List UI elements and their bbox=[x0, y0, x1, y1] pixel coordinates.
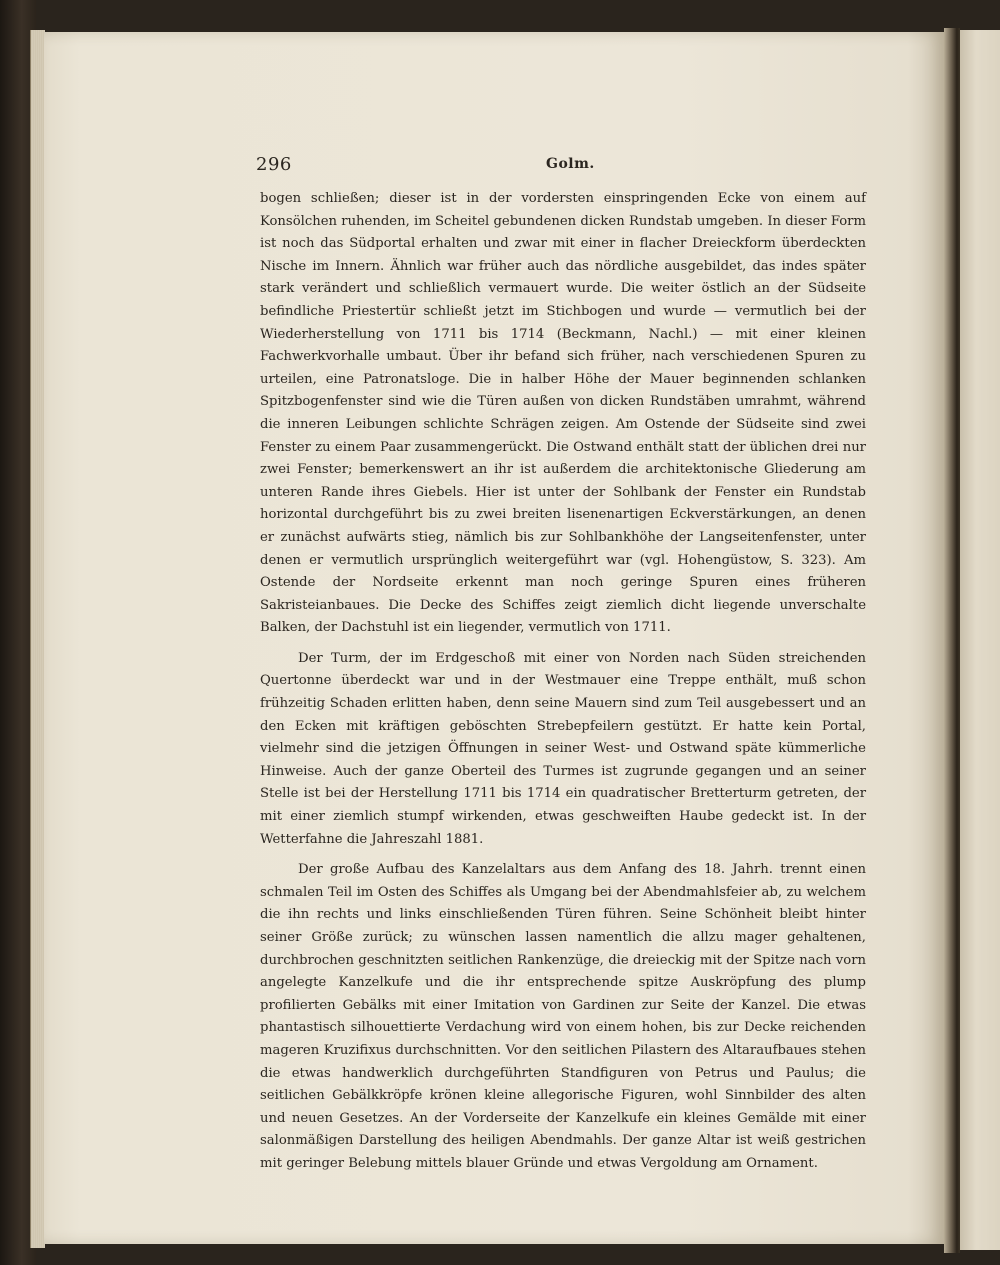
running-head bbox=[256, 150, 866, 180]
page-stack-edge bbox=[30, 30, 45, 1248]
page-number: 296 bbox=[256, 154, 292, 175]
paragraph: Der Turm, der im Erdgeschoß mit einer von Norden nach Süden streichenden Quertonne überdeckt war und in der Westmauer eine Treppe enthält, muß schon frühzeitig Schaden erlitten haben, denn seine Mauern sind zum Teil ausgebessert und an den Ecken mit kräftigen geböschten Strebepfeilern gestützt. Er hatte kein Portal, vielmehr sind die jetzigen Öffnungen in seiner West- und Ostwand späte kümmerliche Hinweise. Auch der ganze Oberteil des Turmes ist zugrunde gegangen und an seiner Stelle ist bei der Herstellung 1711 bis 1714 ein quadratischer Bretterturm getreten, der mit einer ziemlich stumpf wirkenden, etwas geschweiften Haube gedeckt ist. In der Wetterfahne die Jahreszahl 1881. bbox=[260, 650, 866, 847]
body-text bbox=[260, 188, 866, 1176]
book-gutter bbox=[944, 28, 960, 1253]
paragraph: bogen schließen; dieser ist in der vordersten einspringenden Ecke von einem auf Konsölchen ruhenden, im Scheitel gebundenen dicken Rundstab umgeben. In dieser Form ist noch das Südportal erhalten und zwar mit einer in flacher Dreieckform überdeckten Nische im Innern. Ähnlich war früher auch das nördliche ausgebildet, das indes später stark verändert und schließlich vermauert wurde. Die weiter östlich an der Südseite befindliche Priestertür schließt jetzt im Stichbogen und wurde — vermutlich bei der Wiederherstellung von 1711 bis 1714 (Beckmann, Nachl.) — mit einer kleinen Fachwerkvorhalle umbaut. Über ihr befand sich früher, nach verschiedenen Spuren zu urteilen, eine Patronatsloge. Die in halber Höhe der Mauer beginnenden schlanken Spitzbogenfenster sind wie die Türen außen von dicken Rundstäben umrahmt, während die inneren Leibungen schlichte Schrägen zeigen. Am Ostende der Südseite sind zwei Fenster zu einem Paar zusammengerückt. Die Ostwand enthält statt der üblichen drei nur zwei Fenster; bemerkenswert an ihr ist außerdem die architektonische Gliederung am unteren Rande ihres Giebels. Hier ist unter der Sohlbank der Fenster ein Rundstab horizontal durchgeführt bis zu zwei breiten lisenenartigen Eckverstärkungen, an denen er zunächst aufwärts stieg, nämlich bis zur Sohlbankhöhe der Langseitenfenster, unter denen er vermutlich ursprünglich weitergeführt war (vgl. Hohengüstow, S. 323). Am Ostende der Nordseite erkennt man noch geringe Spuren eines früheren Sakristeianbaues. Die Decke des Schiffes zeigt ziemlich dicht liegende unverschalte Balken, der Dachstuhl ist ein liegender, vermutlich von 1711. bbox=[260, 191, 866, 636]
page-title: Golm. bbox=[546, 156, 595, 172]
paragraph: Der große Aufbau des Kanzelaltars aus dem Anfang des 18. Jahrh. trennt einen schmalen Teil im Osten des Schiffes als Umgang bei der Abendmahlsfeier ab, zu welchem die ihn rechts und links einschließenden Türen führen. Seine Schönheit bleibt hinter seiner Größe zurück; zu wünschen lassen namentlich die allzu mager gehaltenen, durchbrochen geschnitzten seitlichen Rankenzüge, die dreieckig mit der Spitze nach vorn angelegte Kanzelkufe und die ihr entsprechende spitze Auskröpfung des plump profilierten Gebälks mit einer Imitation von Gardinen zur Seite der Kanzel. Die etwas phantastisch silhouettierte Verdachung wird von einem hohen, bis zur Decke reichenden mageren Kruzifixus durchschnitten. Vor den seitlichen Pilastern des Altaraufbaues stehen die etwas handwerklich durchgeführten Standfiguren von Petrus und Paulus; die seitlichen Gebälkkröpfe krönen kleine allegorische Figuren, wohl Sinnbilder des alten und neuen Gesetzes. An der Vorderseite der Kanzelkufe ein kleines Gemälde mit einer salonmäßigen Darstellung des heiligen Abendmahls. Der ganze Altar ist weiß gestrichen mit geringer Belebung mittels blauer Gründe und etwas Vergoldung am Ornament. bbox=[260, 862, 866, 1171]
facing-page-edge bbox=[960, 30, 1000, 1250]
